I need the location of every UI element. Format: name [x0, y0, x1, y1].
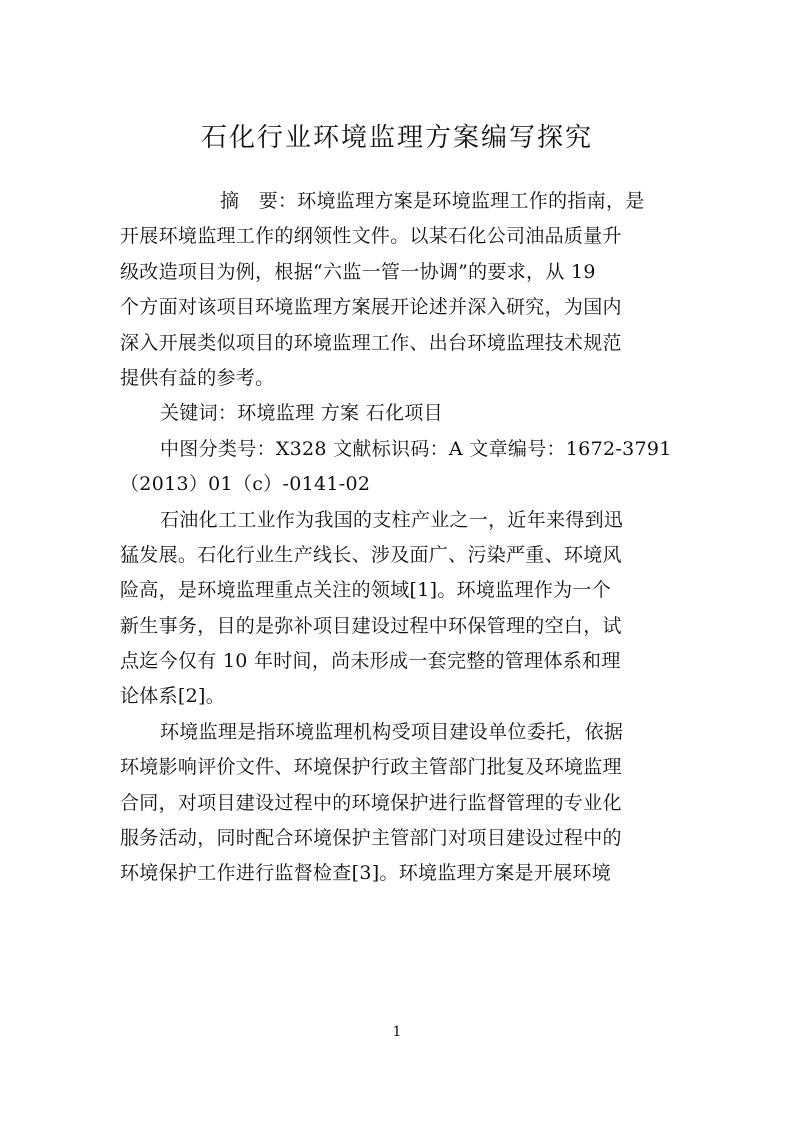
paragraph: [120, 503, 680, 715]
abstract-line: 深入开展类似项目的环境监理工作、出台环境监理技术规范: [120, 331, 622, 354]
abstract-line: 提供有益的参考。: [120, 366, 275, 389]
page-title: 石化行业环境监理方案编写探究: [200, 123, 593, 154]
paragraph-line: 论体系[2]。: [120, 685, 226, 708]
abstract-line: 个方面对该项目环境监理方案展开论述并深入研究，为国内: [120, 296, 622, 319]
keywords: 关键词：环境监理 方案 石化项目: [160, 402, 443, 425]
classification-line: （2013）01（c）-0141-02: [120, 473, 371, 496]
paragraph: [120, 715, 680, 892]
paragraph-line: 环境影响评价文件、环境保护行政主管部门批复及环境监理: [120, 756, 622, 779]
abstract-line: 摘 要：环境监理方案是环境监理工作的指南，是: [220, 190, 645, 212]
paragraph-line: 环境保护工作进行监督检查[3]。环境监理方案是开展环境: [120, 862, 612, 885]
abstract: [120, 184, 680, 396]
classification-line: 中图分类号：X328 文献标识码：A 文章编号：1672-3791: [160, 437, 672, 460]
abstract-line: 级改造项目为例，根据“六监一管一协调”的要求，从 19: [120, 260, 596, 283]
paragraph-line: 点迄今仅有 10 年时间，尚未形成一套完整的管理体系和理: [120, 650, 621, 673]
classification-info: [120, 432, 680, 503]
abstract-line: 开展环境监理工作的纲领性文件。以某石化公司油品质量升: [120, 225, 622, 248]
document-body: [120, 184, 680, 892]
paragraph-line: 环境监理是指环境监理机构受项目建设单位委托，依据: [160, 720, 624, 743]
page-number: 1: [392, 1024, 402, 1040]
paragraph-line: 险高，是环境监理重点关注的领域[1]。环境监理作为一个: [120, 579, 612, 602]
paragraph-line: 合同，对项目建设过程中的环境保护进行监督管理的专业化: [120, 791, 622, 814]
paragraph-line: 石油化工工业作为我国的支柱产业之一，近年来得到迅: [160, 508, 624, 531]
paragraph-line: 服务活动，同时配合环境保护主管部门对项目建设过程中的: [120, 827, 622, 850]
paragraph-line: 新生事务，目的是弥补项目建设过程中环保管理的空白，试: [120, 614, 622, 637]
paragraph-line: 猛发展。石化行业生产线长、涉及面广、污染严重、环境风: [120, 543, 622, 566]
